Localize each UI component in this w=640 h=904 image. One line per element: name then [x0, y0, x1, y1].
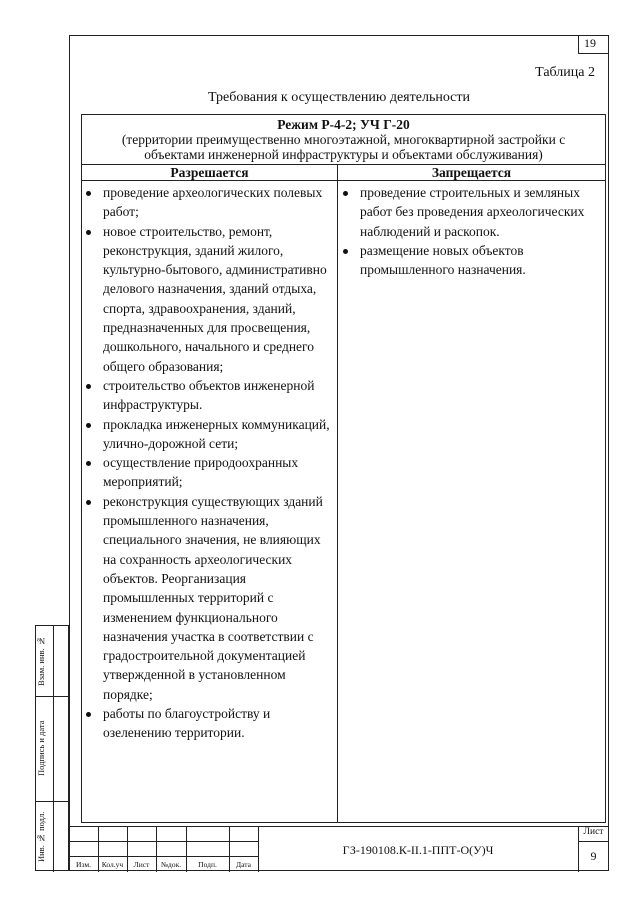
allowed-column-header: Разрешается	[82, 165, 337, 181]
list-item: проведение строительных и земляных работ без проведения археологических наблюдений и раскопок.	[342, 183, 600, 241]
col-kolvo: Кол.уч	[101, 860, 124, 869]
table-label: Таблица 2	[535, 65, 595, 80]
list-item: строительство объектов инженерной инфраструктуры.	[85, 376, 330, 415]
allowed-list	[85, 183, 330, 743]
list-item: размещение новых объектов промышленного назначения.	[342, 241, 600, 280]
side-stamp	[35, 625, 69, 871]
col-list: Лист	[133, 860, 150, 869]
forbidden-column-header: Запрещается	[338, 165, 605, 181]
col-podp: Подп.	[198, 860, 217, 869]
list-item: работы по благоустройству и озеленению территории.	[85, 704, 330, 743]
col-ndok: №док.	[160, 860, 182, 869]
inv-original-label: Инв. № подл.	[36, 811, 46, 862]
list-item: прокладка инженерных коммуникаций, улично-дорожной сети;	[85, 415, 330, 454]
mode-description: (территории преимущественно многоэтажной, многоквартирной застройки с объектами инженерной инфраструктуры и объектами обслуживания)	[121, 132, 566, 162]
sheet-number: 9	[590, 849, 597, 863]
list-item: реконструкция существующих зданий промышленного назначения, специального значения, не влияющих на сохранность археологических объектов. Реорганизация промышленных территорий с изменением функционального назначения участка в соответствии с градостроительной документацией утвержденной в установленном порядке;	[85, 492, 330, 704]
sheet-label: Лист	[583, 827, 604, 837]
forbidden-list	[342, 183, 600, 279]
column-divider	[337, 165, 338, 822]
sign-date-label: Подпись и дата	[36, 720, 46, 777]
mode-title: Режим Р-4-2; УЧ Г-20	[277, 117, 410, 132]
page-number: 19	[578, 35, 609, 54]
document-title: Требования к осуществлению деятельности	[208, 90, 470, 105]
list-item: осуществление природоохранных мероприятий;	[85, 453, 330, 492]
col-data: Дата	[236, 860, 251, 869]
list-item: проведение археологических полевых работ;	[85, 183, 330, 222]
inv-replacement-label: Взам. инв. №	[36, 636, 46, 686]
requirements-table	[81, 114, 606, 823]
list-item: новое строительство, ремонт, реконструкция, зданий жилого, культурно-бытового, административно делового назначения, зданий отдыха, спорта, здравоохранения, зданий, предназначенных для просвещения, дошкольного, начального и среднего общего образования;	[85, 222, 330, 376]
col-izm: Изм.	[76, 860, 91, 869]
table-header	[82, 115, 605, 165]
document-code: ГЗ-190108.К-II.1-ППТ-О(У)Ч	[342, 843, 494, 857]
